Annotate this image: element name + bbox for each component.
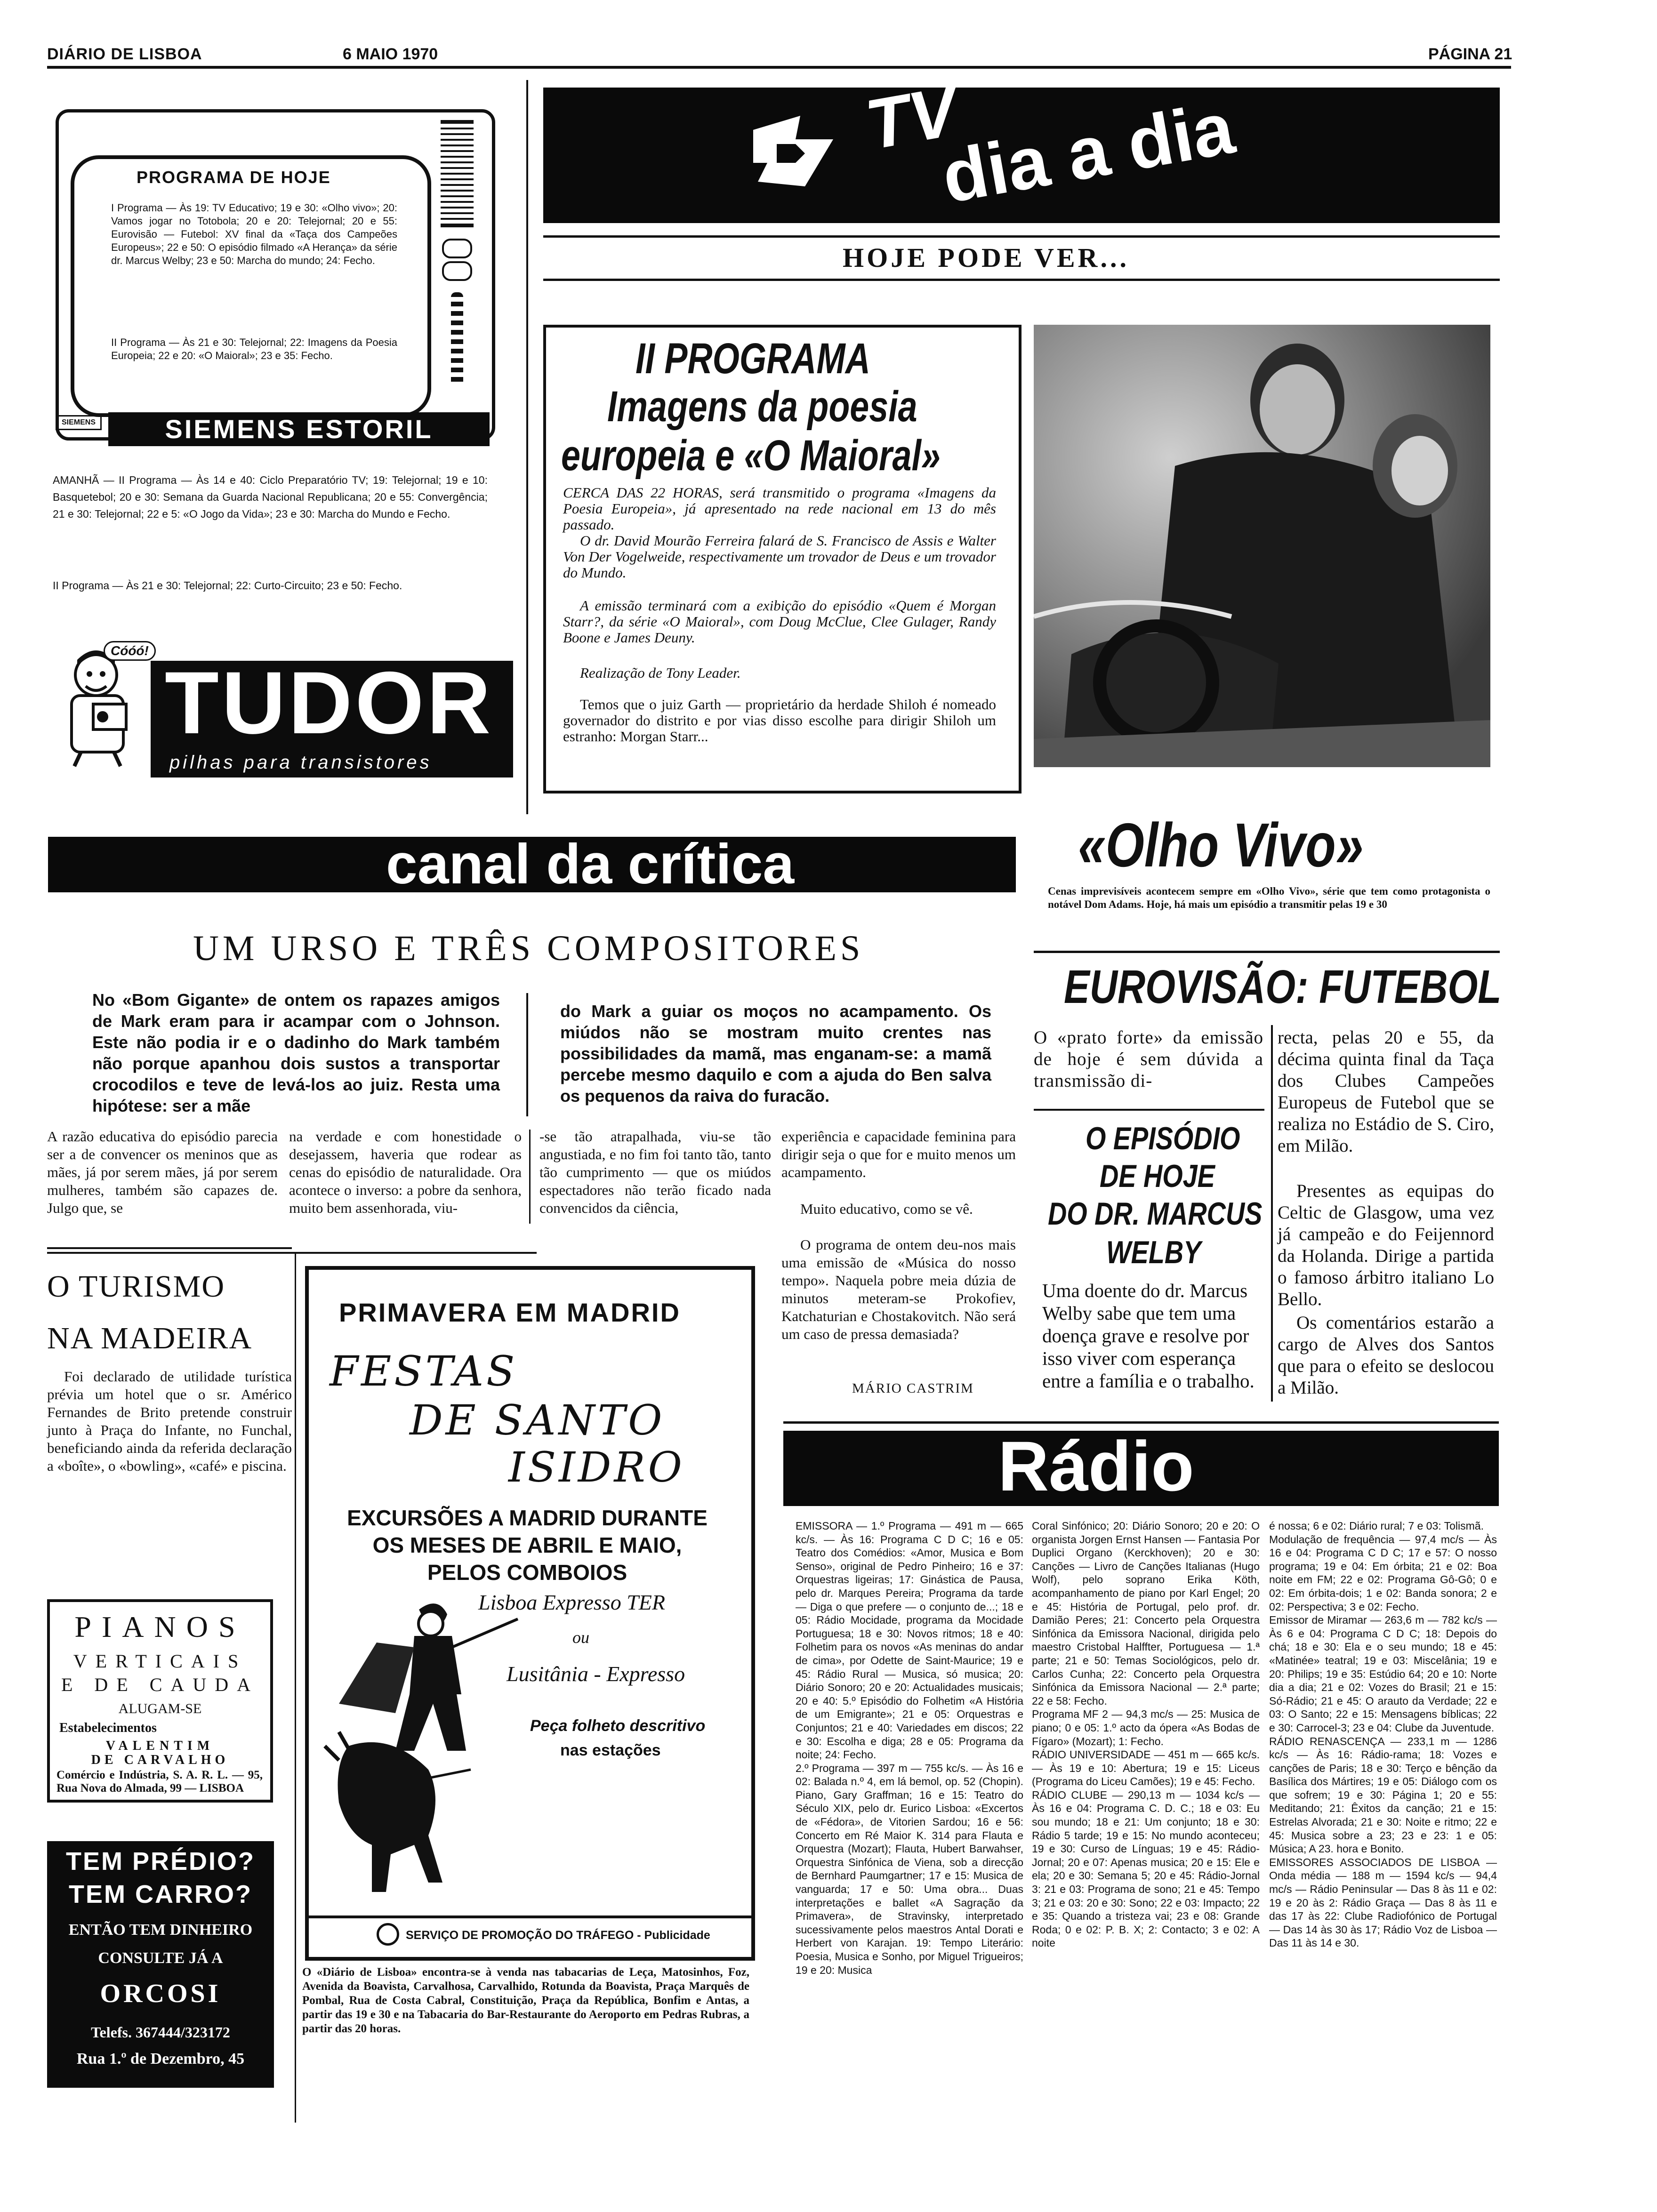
- canal-col-divider: [529, 1130, 531, 1224]
- madrid-fest3: ISIDRO: [508, 1443, 685, 1491]
- pianos-l6: DE CARVALHO: [91, 1753, 229, 1767]
- pianos-l5: VALENTIM: [105, 1739, 215, 1753]
- tv-dia-rule-2: [543, 279, 1500, 281]
- tv-programa-p1: I Programa — Às 19: TV Educativo; 19 e 30: «Olho vivo»; 20: Vamos jogar no Totobola; 20 e 20: Telejornal; 20 e 55: Eurovisão — Futebol: XV final da «Taça dos Campeões Europeus»; 22 e 50: O episódio filmado «A Herança» da série dr. Marcus Welby; 23 e 50: Marcha do mundo; 24: Fecho.: [111, 202, 397, 266]
- tv-dia-title: dia a dia: [936, 87, 1240, 219]
- tv-logo-small: SIEMENS: [56, 415, 102, 430]
- issue-date: 6 MAIO 1970: [343, 45, 438, 63]
- welby-top-rule: [1034, 1109, 1264, 1111]
- madrid-footer: SERVIÇO DE PROMOÇÃO DO TRÁFEGO - Publicidade: [406, 1929, 710, 1942]
- orcosi-l1: TEM PRÉDIO?: [65, 1847, 255, 1875]
- turismo-top-rule: [47, 1247, 292, 1249]
- tv-screen: [71, 155, 431, 417]
- olho-vivo-photo: [1034, 325, 1490, 767]
- tudor-mascot: [53, 646, 147, 768]
- canal-col4a: experiência e capacidade feminina para dirigir seja o que for e muito menos um acampamento.: [781, 1128, 1016, 1180]
- turismo-h1: O TURISMO: [47, 1269, 225, 1304]
- radio-col2: Coral Sinfónico; 20: Diário Sonoro; 20 e 20: O organista Jorgen Ernst Hansen — Fantasia Por Duplici Organo (Kerckhoven); 20 e 30: Canções — Livro de Canções Italianas (Hugo Wolf), pelo soprano Erika Köth, acompanhamento de piano por Karl Engel; 20 e 45: História de Portugal, pelo prof. dr. Damião Peres; 21: Concerto pela Orquestra Sinfónica da Emissora Nacional, dirigida pelo maestro Cristobal Halffter, Portuguesa — 1.ª parte; 21 e 50: Temas Sociológicos, pelo dr. Carlos Cunha; 22: Concerto pela Orquestra Sinfónica da Emissora Nacional — 2.ª parte; 22 e 58: Fecho. Programa MF 2 — 94,3 mc/s — 25: Musica de piano; 0 e 05: 1.º acto da ópera «As Bodas de Fígaro» (Mozart); 1: Fecho. RÁDIO UNIVERSIDADE — 451 m — 665 kc/s. — Às 19 e 10: Abertura; 19 e 15: Liceus (Programa do Liceu Camões); 19 e 45: Fecho. RÁDIO CLUBE — 290,13 m — 1034 kc/s — Às 16 e 04: Programa C. D. C.; 18 e 03: Eu sou mundo; 18 e 21: Um conjunto; 18 e 30: Rádio 5 tarde; 19 e 15: No mundo aconteceu; 19 e 30: Curso de Línguas; 19 e 45: Rádio-Jornal; 20 e 07: Apenas musica; 20 e 15: Ele e ela; 20 e 30: Semana 5; 20 e 45: Rádio-Jornal 3: 21 e 03: Programa de sono; 21 e 45: Tempo 3; 21 e 03: 20 e 30: Sono; 22 e 03: Impacto; 22 e 35: Quando a tristeza vai; 23 e 08: Grande Roda; 0 e 02: P. B. X; 2: Contacto; 3 e 02: A noite: [1032, 1520, 1260, 1949]
- bullfighter-illustration: [320, 1591, 527, 1915]
- tv-dia-rule: [543, 235, 1500, 238]
- eurovisao-title: EUROVISÃO: FUTEBOL: [1064, 961, 1502, 1013]
- orcosi-l2: TEM CARRO?: [69, 1880, 252, 1908]
- orcosi-l7: Rua 1.º de Dezembro, 45: [76, 2050, 245, 2068]
- olho-vivo-title: «Olho Vivo»: [1078, 810, 1364, 880]
- pianos-title: PIANOS: [74, 1610, 246, 1643]
- madrid-train2: Lusitânia - Expresso: [507, 1662, 685, 1686]
- pianos-l7: Comércio e Indústria, S. A. R. L. — 95, Rua Nova do Almada, 99 — LISBOA: [56, 1769, 263, 1795]
- programa2-body5: Temos que o juiz Garth — proprietário da herdade Shiloh é nomeado governador do distrito e por vias disso escolhe para dirigir Shiloh um estranho: Morgan Starr...: [563, 696, 996, 745]
- canal-col3: -se tão atrapalhada, viu-se tão angustiada, e no fim foi tanto tão, tanto tão cumprimento — que os miúdos espectadores não terão ficado nada convencidos da ciência,: [539, 1128, 771, 1216]
- tv-dia-tv-label: TV: [860, 71, 963, 165]
- olho-vivo-caption: Cenas imprevisíveis acontecem sempre em «Olho Vivo», série que tem como protagonista o notável Dom Adams. Hoje, há mais um episódio a transmitir pelas 19 e 30: [1048, 885, 1490, 910]
- amanha-p2: II Programa — Às 21 e 30: Telejornal; 22: Curto-Circuito; 23 e 50: Fecho.: [53, 579, 402, 592]
- orcosi-l6: Telefs. 367444/323172: [91, 2024, 230, 2041]
- madrid-folheto2: nas estações: [560, 1741, 661, 1759]
- welby-h1: O EPISÓDIO: [1086, 1121, 1240, 1156]
- page-number: PÁGINA 21: [1428, 45, 1512, 63]
- turismo-body: Foi declarado de utilidade turística prévia um hotel que o sr. Américo Fernandes de Brito pretende construir junto à Praça do Infante, no Funchal, beneficiando ainda da referida declaração a «boîte», o «bowling», «café» e piscina.: [47, 1368, 292, 1474]
- programa2-h3: europeia e «O Maioral»: [561, 432, 941, 480]
- paper-name: DIÁRIO DE LISBOA: [47, 45, 202, 63]
- tudor-tagline: pilhas para transistores: [169, 752, 432, 773]
- eurovisao-divider: [1271, 1025, 1273, 1402]
- canal-lead-left: No «Bom Gigante» de ontem os rapazes amigos de Mark eram para ir acampar com o Johnson. Este não podia ir e o dadinho do Mark também não porque apanhou dois sustos a transportar crocodilos e teve de levá-los ao juiz. Resta uma hipótese: ser a mãe: [92, 990, 500, 1115]
- pianos-l1: VERTICAIS: [73, 1651, 247, 1672]
- tudor-speech: Cóóó!: [104, 641, 156, 661]
- welby-h3: DO DR. MARCUS: [1048, 1196, 1263, 1232]
- orcosi-l5: ORCOSI: [100, 1979, 221, 2008]
- programa2-body1: CERCA DAS 22 HORAS, será transmitido o programa «Imagens da Poesia Europeia», já apresentado na rede nacional em 13 do mês passado.: [563, 484, 996, 533]
- tudor-brand: TUDOR: [165, 653, 494, 752]
- radio-col1: EMISSORA — 1.º Programa — 491 m — 665 kc/s. — Às 16: Programa C D C; 16 e 05: Teatro dos Comédios: «Amor, Musica e Bom Senso», original de Pedro Pinheiro; 16 e 37: Orquestras ligeiras; 17: Ginástica de Pausa, pelo dr. Marques Pereira; Programa da tarde — Diga o que prefere — o conjunto de...; 18 e 05: Rádio Mocidade, programa da Mocidade Portuguesa; 18 e 30: Novos ritmos; 18 e 40: Folhetim para os novos «As meninas do andar de cima», por Odette de Saint-Maurice; 19 e 45: Rádio Rural — Musica, só musica; 20: Diário Sonoro; 20 e 20: Actualidades musicais; 20 e 40: 5.º Episódio do Folhetim «A História de um Emigrante»; 21 e 05: Orquestras e Conjuntos; 21 e 40: Variedades em discos; 22 e 30: Escolha e diga; 28 e 05: Programa da noite; 24: Fecho. 2.º Programa — 397 m — 755 kc/s. — Às 16 e 02: Balada n.º 4, em lá bemol, op. 52 (Chopin). Piano, Gary Graffman; 16 e 15: Teatro do Século XIX, pelo dr. Eurico Lisboa: «Excertos de «Fédora», de Vitorien Sardou; 16 e 56: Concerto em Ré Maior K. 314 para Flauta e Orquestra (Mozart); Flauta, Hubert Barwahser, Orquestra Sinfónica de Viena, sob a direcção de Bernhard Paumgartner; 17 e 15: Musica de vanguarda; 17 e 50: Uma obra... Duas interpretações e ballet «A Sagração da Primavera», de Stravinsky, interpretado sucessivamente pelos maestros Antal Dorati e Herbert von Karajan. 19: Tempo Literário: Poesia, Musica e Sonho, por Miguel Trigueiros; 19 e 20: Musica: [796, 1520, 1023, 1976]
- welby-body: Uma doente do dr. Marcus Welby sabe que tem uma doença grave e resolve por isso viver com esperança entre a família e o trabalho.: [1042, 1280, 1255, 1392]
- madrid-footer-divider: [305, 1915, 755, 1918]
- canal-col4c: O programa de ontem deu-nos mais uma emissão de «Música do nosso tempo». Naquela pobre meia dúzia de minutos meteram-se Prokofiev, Katchaturian e Chostakovitch. Não será um caso de pressa demasiada?: [781, 1236, 1016, 1342]
- radio-top-rule: [783, 1421, 1499, 1424]
- tv-programa-p2: II Programa — Às 21 e 30: Telejornal; 22: Imagens da Poesia Europeia; 22 e 20: «O Maioral»; 23 e 35: Fecho.: [111, 337, 397, 361]
- madrid-train1: Lisboa Expresso TER: [478, 1590, 665, 1614]
- radio-col3: é nossa; 6 e 02: Diário rural; 7 e 03: Tolismã. Modulação de frequência — 97,4 mc/s — Às 16 e 04: Programa C D C; 17 e 57: O nosso programa; 19 e 04: Em órbita; 21 e 02: Boa noite em FM; 22 e 02: Programa Gô-Gô; 0 e 02: Em órbita-dois; 1 e 02: Banda sonora; 2 e 02: Perspectiva; 3 e 02: Fecho. Emissor de Miramar — 263,6 m — 782 kc/s — Às 6 e 04: Programa C D C; 18: Depois do chá; 18 e 30: Ela e o seu mundo; 18 e 45: «Matinée» teatral; 19 e 03: Miscelânia; 19 e 20: Philips; 19 e 35: Estúdio 64; 20 e 10: Norte dia a dia; 21 e 02: Vozes do Brasil; 21 e 15: Só-Rádio; 21 e 45: O arauto da Verdade; 22 e 03: O Santo; 22 e 15: Mensagens bíblicas; 22 e 30: Carrocel-3; 23 e 04: Clube da Juventude. RÁDIO RENASCENÇA — 233,1 m — 1286 kc/s — Às 16: Rádio-rama; 18: Vozes e canções de Paris; 18 e 30: Terço e bênção da Basílica dos Mártires; 19 e 05: Diálogo com os que sofrem; 19 e 30: Página 1; 20 e 55: Meditando; 21: Êxitos da canção; 21 e 15: Estrelas Alvorada; 21 e 30: Noite e ritmo; 22 e 45: Musica sobre a 23; 23 e 23: 1 e 05: Música; A 23. hora e Bonito. EMISSORES ASSOCIADOS DE LISBOA — Onda média — 188 m — 1594 kc/s — 94,4 mc/s — Rádio Peninsular — Das 8 às 11 e 02: 19 e 20 às 2: Rádio Graça — Das 8 às 11 e das 17 às 22: Clube Radiofónico de Portugal — Das 14 às 30 às 17; Rádio Voz de Lisboa — Das 11 às 14 e 30.: [1269, 1520, 1497, 1949]
- programa2-h1: II PROGRAMA: [635, 335, 870, 383]
- madrid-gutter-rule: [295, 1252, 296, 2123]
- header-rule: [47, 66, 1511, 69]
- canal-col2: na verdade e com honestidade o desejassem, haveria que rodear as cenas do episódio de naturalidade. Ora acontece o inverso: a pobre da senhora, muito bem assenhorada, viu-: [289, 1128, 522, 1216]
- welby-h4: WELBY: [1106, 1234, 1201, 1270]
- pianos-l4: Estabelecimentos: [59, 1721, 157, 1735]
- tv-programa-title: PROGRAMA DE HOJE: [137, 168, 331, 187]
- pianos-l3: ALUGAM-SE: [118, 1701, 202, 1716]
- madrid-folheto1: Peça folheto descritivo: [530, 1717, 706, 1735]
- eurovisao-right2: Presentes as equipas do Celtic de Glasgow, uma vez já campeão e do Feijennord da Holanda. Dirige a partida o famoso árbitro italiano Lo Bello.: [1278, 1181, 1494, 1309]
- eurovisao-left: O «prato forte» da emissão de hoje é sem dúvida a transmissão di-: [1034, 1027, 1263, 1091]
- orcosi-l3: ENTÃO TEM DINHEIRO: [68, 1921, 253, 1939]
- madrid-fest2: DE SANTO: [410, 1396, 665, 1444]
- canal-headline: UM URSO E TRÊS COMPOSITORES: [193, 929, 864, 968]
- programa2-h2: Imagens da poesia: [607, 383, 917, 431]
- radio-title: Rádio: [998, 1427, 1194, 1506]
- venda-notice: O «Diário de Lisboa» encontra-se à venda nas tabacarias de Leça, Matosinhos, Foz, Avenida da Boavista, Carvalhosa, Carvalhido, Rotunda da Boavista, Praça Marquês de Pombal, Rua de Costa Cabral, Constituição, Praça da República, Bonfim e Antas, a partir das 19 e 30 e na Tabacaria do Bar-Restaurante do Aeroporto em Pedras Rubras, a partir das 20 horas.: [302, 1966, 749, 2035]
- canal-lead-right: do Mark a guiar os moços no acampamento. Os miúdos não se mostram muito crentes nas possibilidades da mamã, mas enganam-se: a mamã percebe mesmo daquilo e com a ajuda do Ben salva os pequenos da raiva do furacão.: [560, 1002, 991, 1106]
- siemens-estoril-banner: SIEMENS ESTORIL: [108, 412, 490, 446]
- eurovisao-right1: recta, pelas 20 e 55, da décima quinta final da Taça dos Clubes Campeões Europeus de Futebol que se realiza no Estádio de S. Ciro, em Milão.: [1278, 1027, 1494, 1156]
- welby-h2: DE HOJE: [1100, 1158, 1215, 1194]
- eurovisao-top-rule: [1034, 951, 1500, 953]
- canal-bottom-rule: [47, 1252, 537, 1254]
- madrid-title: PRIMAVERA EM MADRID: [339, 1298, 681, 1327]
- tv-side-panel: [435, 120, 479, 421]
- left-gutter-rule: [526, 80, 528, 814]
- madrid-fest1: FESTAS: [330, 1347, 518, 1395]
- tv-logo-icon: [748, 111, 838, 191]
- pianos-l2: E DE CAUDA: [61, 1674, 259, 1695]
- programa2-body2: O dr. David Mourão Ferreira falará de S. Francisco de Assis e Walter Von Der Vogelweide, respectivamente um trovador de Deus e um trovador do Mundo.: [563, 532, 996, 581]
- canal-critica-title: canal da crítica: [386, 833, 795, 896]
- orcosi-l4: CONSULTE JÁ A: [98, 1949, 223, 1967]
- turismo-h2: NA MADEIRA: [47, 1321, 253, 1355]
- canal-col1: A razão educativa do episódio parecia ser a de convencer os meninos que as mães, já por serem mães, já por serem mulheres, também são capazes de. Julgo que, se: [47, 1128, 278, 1216]
- programa2-body4: Realização de Tony Leader.: [580, 665, 741, 681]
- cp-logo-icon: [377, 1923, 399, 1946]
- canal-lead-divider: [526, 993, 528, 1116]
- eurovisao-right3: Os comentários estarão a cargo de Alves dos Santos que para o efeito se deslocou a Milão.: [1278, 1313, 1494, 1398]
- canal-col4b: Muito educativo, como se vê.: [800, 1201, 973, 1217]
- madrid-ou: ou: [572, 1628, 589, 1647]
- tv-dia-subtitle: HOJE PODE VER...: [843, 242, 1129, 273]
- canal-signature: MÁRIO CASTRIM: [852, 1381, 974, 1396]
- madrid-excursoes: EXCURSÕES A MADRID DURANTE OS MESES DE ABRIL E MAIO, PELOS COMBOIOS: [347, 1506, 708, 1585]
- amanha-p1: AMANHÃ — II Programa — Às 14 e 40: Ciclo Preparatório TV; 19: Telejornal; 19 e 10: Basquetebol; 20 e 30: Semana da Guarda Nacional Republicana; 20 e 55: Convergência; 21 e 30: Telejornal; 22 e 5: «O Jogo da Vida»; 23 e 30: Marcha do Mundo e Fecho.: [53, 474, 488, 520]
- programa2-body3: A emissão terminará com a exibição do episódio «Quem é Morgan Starr?, da série «O Maioral», com Doug McClue, Clee Gulager, Randy Boone e James Deuny.: [563, 597, 996, 646]
